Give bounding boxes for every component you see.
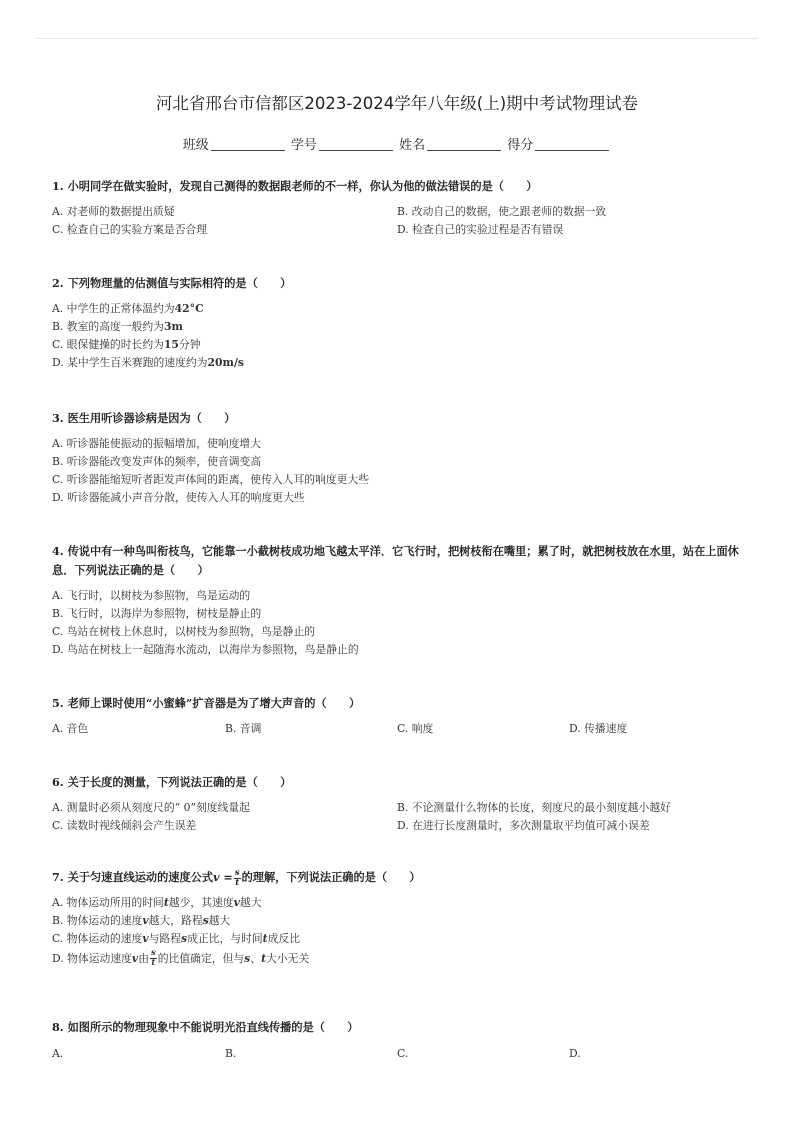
question-3-option-c[interactable]: C. 听诊器能缩短听者距发声体间的距离，使传入人耳的响度更大些	[52, 473, 370, 486]
question-2-option-c[interactable]: C. 眼保健操的时长约为15分钟	[52, 338, 201, 351]
formula-fraction: $\frac{s}{t}$	[234, 867, 240, 888]
question-4-option-a[interactable]: A. 飞行时，以树枝为参照物，鸟是运动的	[52, 589, 251, 602]
question-2	[52, 274, 754, 372]
question-8-option-d[interactable]: D.	[569, 1047, 581, 1060]
question-3-option-a[interactable]: A. 听诊器能使振动的振幅增加，使响度增大	[52, 437, 262, 450]
question-2-option-a[interactable]: A. 中学生的正常体温约为42°C	[52, 302, 204, 315]
question-8	[52, 1018, 754, 1063]
question-1-option-d[interactable]: D. 检查自己的实验过程是否有错误	[397, 223, 564, 236]
question-6-stem: 6. 关于长度的测量，下列说法正确的是（ ）	[52, 775, 292, 789]
question-1-option-a[interactable]: A. 对老师的数据提出质疑	[52, 205, 175, 218]
student-number-blank[interactable]	[319, 138, 393, 151]
question-5	[52, 694, 754, 738]
speed-value: 20m/s	[207, 356, 244, 369]
student-info-line	[0, 134, 794, 153]
student-number-label: 学号	[290, 138, 317, 153]
height-value: 3m	[163, 320, 183, 333]
question-6-option-c[interactable]: C. 读数时视线倾斜会产生误差	[52, 819, 197, 832]
question-1	[52, 177, 754, 239]
score-label: 得分	[507, 138, 534, 153]
question-2-option-b[interactable]: B. 教室的高度一般约为3m	[52, 320, 183, 333]
class-blank[interactable]	[211, 138, 285, 151]
question-7-stem: 7. 关于匀速直线运动的速度公式v = $\frac{s}{t}$ 的理解，下列说法正确的是（ ）	[52, 867, 421, 888]
question-4-option-d[interactable]: D. 鸟站在树枝上一起随海水流动，以海岸为参照物，鸟是静止的	[52, 643, 359, 656]
question-4-stem: 4. 传说中有一种鸟叫衔枝鸟，它能靠一小截树枝成功地飞越太平洋．它飞行时，把树枝衔在嘴里；累了时，就把树枝放在水里，站在上面休息．下列说法正确的是（ ）	[52, 544, 739, 577]
question-7	[52, 868, 754, 970]
page-title: 河北省邢台市信都区2023-2024学年八年级(上)期中考试物理试卷	[155, 94, 639, 113]
question-8-option-c[interactable]: C.	[397, 1047, 409, 1060]
question-7-option-a[interactable]: A. 物体运动所用的时间t越少，其速度v越大	[52, 895, 262, 909]
velocity-formula: v =	[213, 870, 233, 884]
question-8-option-a[interactable]: A.	[52, 1047, 64, 1060]
question-3-option-b[interactable]: B. 听诊器能改变发声体的频率，使音调变高	[52, 455, 262, 468]
question-6-option-d[interactable]: D. 在进行长度测量时，多次测量取平均值可减小误差	[397, 819, 650, 832]
question-6	[52, 773, 754, 835]
name-label: 姓名	[399, 138, 426, 153]
temperature-value: 42°C	[174, 302, 204, 315]
class-label: 班级	[182, 138, 209, 153]
question-4-option-c[interactable]: C. 鸟站在树枝上休息时，以树枝为参照物，鸟是静止的	[52, 625, 316, 638]
question-7-option-c[interactable]: C. 物体运动的速度v与路程s成正比，与时间t成反比	[52, 931, 301, 945]
header-divider	[36, 38, 758, 39]
question-2-option-d[interactable]: D. 某中学生百米赛跑的速度约为20m/s	[52, 356, 244, 369]
question-1-stem: 1. 小明同学在做实验时，发现自己测得的数据跟老师的不一样，你认为他的做法错误的是（ ）	[52, 179, 538, 193]
question-3	[52, 409, 754, 507]
question-5-option-c[interactable]: C. 响度	[397, 722, 434, 735]
question-8-stem: 8. 如图所示的物理现象中不能说明光沿直线传播的是（ ）	[52, 1020, 359, 1034]
name-blank[interactable]	[427, 138, 501, 151]
question-6-option-a[interactable]: A. 测量时必须从刻度尺的“ 0”刻度线量起	[52, 801, 250, 814]
option-d-fraction: $\frac{s}{t}$	[151, 948, 156, 968]
question-3-stem: 3. 医生用听诊器诊病是因为（ ）	[52, 411, 236, 425]
score-blank[interactable]	[535, 138, 609, 151]
question-5-option-d[interactable]: D. 传播速度	[569, 722, 628, 735]
question-5-option-b[interactable]: B. 音调	[225, 722, 262, 735]
question-7-option-b[interactable]: B. 物体运动的速度v越大，路程s越大	[52, 913, 231, 927]
question-1-option-c[interactable]: C. 检查自己的实验方案是否合理	[52, 223, 208, 236]
question-1-option-b[interactable]: B. 改动自己的数据，使之跟老师的数据一致	[397, 205, 607, 218]
question-2-stem: 2. 下列物理量的估测值与实际相符的是（ ）	[52, 276, 292, 290]
duration-value: 15	[163, 338, 179, 351]
question-5-option-a[interactable]: A. 音色	[52, 722, 89, 735]
question-3-option-d[interactable]: D. 听诊器能减小声音分散，使传入人耳的响度更大些	[52, 491, 305, 504]
question-4	[52, 542, 754, 659]
question-5-stem: 5. 老师上课时使用“小蜜蜂”扩音器是为了增大声音的（ ）	[52, 696, 361, 710]
question-7-option-d[interactable]: D. 物体运动速度v由 $\frac{s}{t}$ 的比值确定，但与s、t大小无关	[52, 948, 310, 968]
question-4-option-b[interactable]: B. 飞行时，以海岸为参照物，树枝是静止的	[52, 607, 262, 620]
question-6-option-b[interactable]: B. 不论测量什么物体的长度，刻度尺的最小刻度越小越好	[397, 801, 671, 814]
question-8-option-b[interactable]: B.	[225, 1047, 237, 1060]
